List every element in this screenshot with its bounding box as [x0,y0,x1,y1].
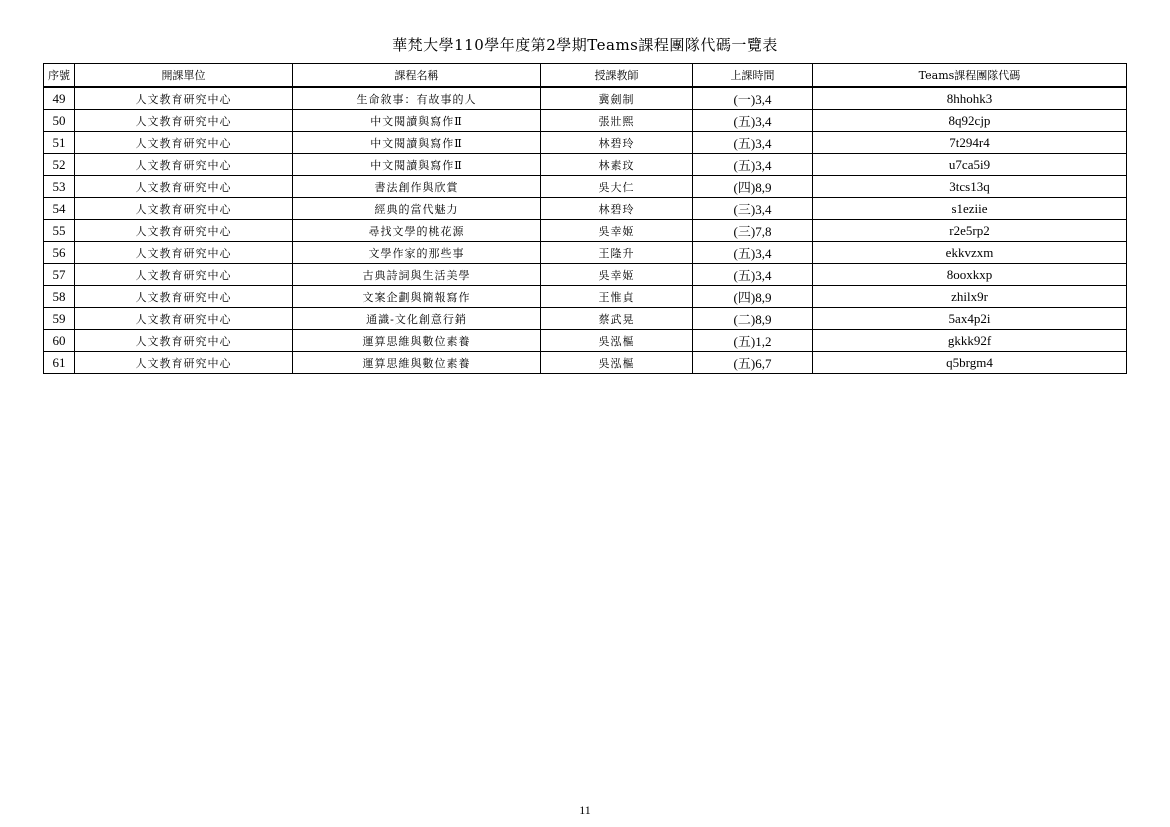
teams-code-cell: 7t294r4 [813,132,1127,154]
course-name-cell: 經典的當代魅力 [293,198,541,220]
teams-code-cell: 8ooxkxp [813,264,1127,286]
serial-number-cell: 59 [44,308,75,330]
serial-number-cell: 53 [44,176,75,198]
course-code-table [43,63,1127,374]
offering-unit-cell: 人文教育研究中心 [75,308,293,330]
course-name-cell: 中文閱讀與寫作Ⅱ [293,132,541,154]
offering-unit-cell: 人文教育研究中心 [75,87,293,110]
table-row [44,286,1127,308]
teams-code-cell: s1eziie [813,198,1127,220]
serial-number-cell: 51 [44,132,75,154]
header-class-time: 上課時間 [693,64,813,88]
table-row [44,242,1127,264]
course-name-cell: 古典詩詞與生活美學 [293,264,541,286]
table-row [44,352,1127,374]
instructor-cell: 蔡武晃 [541,308,693,330]
teams-code-cell: gkkk92f [813,330,1127,352]
course-name-cell: 運算思維與數位素養 [293,330,541,352]
teams-code-cell: q5brgm4 [813,352,1127,374]
header-instructor: 授課教師 [541,64,693,88]
serial-number-cell: 61 [44,352,75,374]
table-row [44,132,1127,154]
teams-code-cell: ekkvzxm [813,242,1127,264]
class-time-cell: (一)3,4 [693,87,813,110]
header-offering-unit: 開課單位 [75,64,293,88]
course-name-cell: 文案企劃與簡報寫作 [293,286,541,308]
offering-unit-cell: 人文教育研究中心 [75,198,293,220]
class-time-cell: (五)3,4 [693,110,813,132]
offering-unit-cell: 人文教育研究中心 [75,286,293,308]
header-course-name: 課程名稱 [293,64,541,88]
course-name-cell: 尋找文學的桃花源 [293,220,541,242]
teams-code-cell: 3tcs13q [813,176,1127,198]
offering-unit-cell: 人文教育研究中心 [75,176,293,198]
instructor-cell: 林素玟 [541,154,693,176]
offering-unit-cell: 人文教育研究中心 [75,330,293,352]
offering-unit-cell: 人文教育研究中心 [75,264,293,286]
table-row [44,308,1127,330]
table-row [44,198,1127,220]
offering-unit-cell: 人文教育研究中心 [75,352,293,374]
instructor-cell: 林碧玲 [541,198,693,220]
class-time-cell: (五)1,2 [693,330,813,352]
class-time-cell: (五)3,4 [693,132,813,154]
course-name-cell: 中文閱讀與寫作Ⅱ [293,110,541,132]
course-name-cell: 運算思維與數位素養 [293,352,541,374]
instructor-cell: 林碧玲 [541,132,693,154]
class-time-cell: (四)8,9 [693,176,813,198]
serial-number-cell: 49 [44,87,75,110]
table-body [44,87,1127,374]
teams-code-cell: r2e5rp2 [813,220,1127,242]
instructor-cell: 吳泓樞 [541,352,693,374]
class-time-cell: (五)3,4 [693,154,813,176]
serial-number-cell: 50 [44,110,75,132]
table-row [44,264,1127,286]
class-time-cell: (二)8,9 [693,308,813,330]
page-number: 11 [579,803,591,817]
course-name-cell: 通識-文化創意行銷 [293,308,541,330]
teams-code-cell: 8hhohk3 [813,87,1127,110]
serial-number-cell: 55 [44,220,75,242]
course-name-cell: 文學作家的那些事 [293,242,541,264]
instructor-cell: 王隆升 [541,242,693,264]
table-row [44,330,1127,352]
table-row [44,176,1127,198]
teams-code-cell: 5ax4p2i [813,308,1127,330]
serial-number-cell: 60 [44,330,75,352]
instructor-cell: 張壯熙 [541,110,693,132]
class-time-cell: (三)7,8 [693,220,813,242]
serial-number-cell: 57 [44,264,75,286]
document-title: 華梵大學110學年度第2學期Teams課程團隊代碼一覽表 [392,36,778,54]
teams-code-cell: zhilx9r [813,286,1127,308]
offering-unit-cell: 人文教育研究中心 [75,154,293,176]
table-row [44,110,1127,132]
table-row [44,87,1127,110]
offering-unit-cell: 人文教育研究中心 [75,132,293,154]
header-serial-number: 序號 [44,64,75,88]
instructor-cell: 王惟貞 [541,286,693,308]
class-time-cell: (四)8,9 [693,286,813,308]
instructor-cell: 吳幸姬 [541,264,693,286]
serial-number-cell: 54 [44,198,75,220]
offering-unit-cell: 人文教育研究中心 [75,242,293,264]
course-name-cell: 書法創作與欣賞 [293,176,541,198]
class-time-cell: (五)3,4 [693,264,813,286]
teams-code-cell: u7ca5i9 [813,154,1127,176]
instructor-cell: 吳泓樞 [541,330,693,352]
table-header-row [44,64,1127,88]
instructor-cell: 吳大仁 [541,176,693,198]
offering-unit-cell: 人文教育研究中心 [75,220,293,242]
table-row [44,220,1127,242]
table-row [44,154,1127,176]
teams-code-cell: 8q92cjp [813,110,1127,132]
instructor-cell: 吳幸姬 [541,220,693,242]
course-name-cell: 生命敘事：有故事的人 [293,87,541,110]
class-time-cell: (三)3,4 [693,198,813,220]
serial-number-cell: 58 [44,286,75,308]
instructor-cell: 冀劍制 [541,87,693,110]
class-time-cell: (五)3,4 [693,242,813,264]
offering-unit-cell: 人文教育研究中心 [75,110,293,132]
serial-number-cell: 52 [44,154,75,176]
course-name-cell: 中文閱讀與寫作Ⅱ [293,154,541,176]
class-time-cell: (五)6,7 [693,352,813,374]
header-teams-code: Teams課程團隊代碼 [813,64,1127,88]
serial-number-cell: 56 [44,242,75,264]
